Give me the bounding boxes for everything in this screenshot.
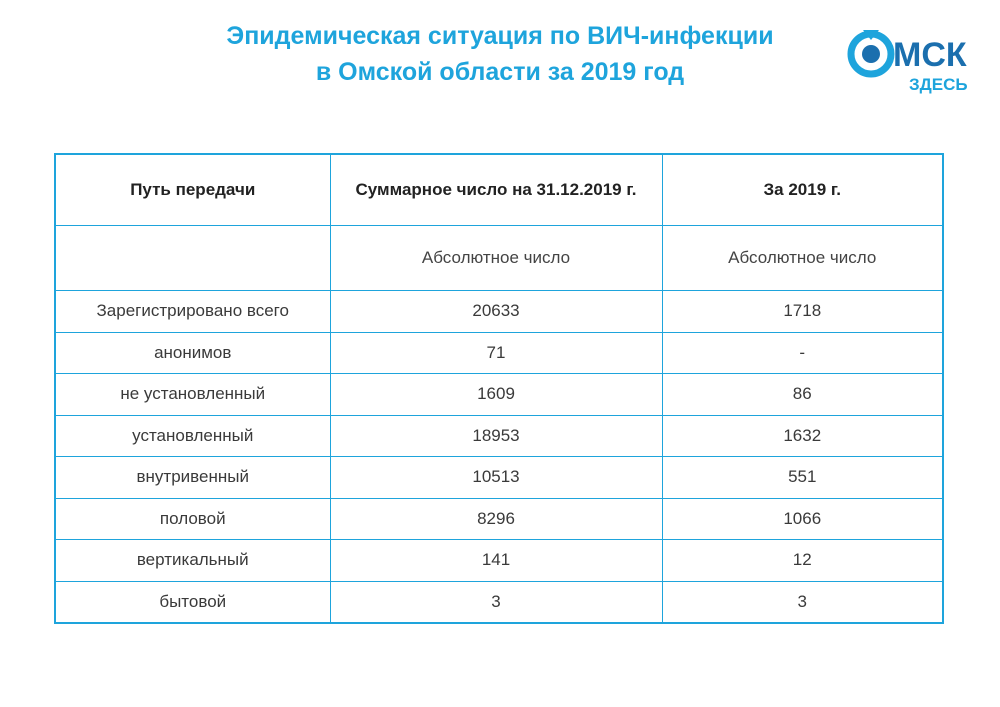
row-total-value: 10513 (330, 457, 662, 499)
subheader-absolute-year: Абсолютное число (662, 226, 943, 291)
row-label: вертикальный (55, 540, 330, 582)
row-label: не установленный (55, 374, 330, 416)
row-label: анонимов (55, 332, 330, 374)
row-label: Зарегистрировано всего (55, 291, 330, 333)
header-year-count: За 2019 г. (662, 154, 943, 226)
logo-main-text: МСК (893, 36, 967, 74)
row-year-value: - (662, 332, 943, 374)
table-row (55, 581, 943, 623)
row-label: половой (55, 498, 330, 540)
row-total-value: 3 (330, 581, 662, 623)
row-label: бытовой (55, 581, 330, 623)
row-year-value: 551 (662, 457, 943, 499)
subheader-absolute-total: Абсолютное число (330, 226, 662, 291)
row-total-value: 71 (330, 332, 662, 374)
omsk-o-arrow-icon (851, 30, 891, 74)
table-row (55, 415, 943, 457)
omsk-logo (845, 28, 985, 98)
row-year-value: 12 (662, 540, 943, 582)
row-year-value: 86 (662, 374, 943, 416)
table-row (55, 374, 943, 416)
header-total-count: Суммарное число на 31.12.2019 г. (330, 154, 662, 226)
header-transmission-route: Путь передачи (55, 154, 330, 226)
row-total-value: 20633 (330, 291, 662, 333)
row-year-value: 1718 (662, 291, 943, 333)
row-label: внутривенный (55, 457, 330, 499)
row-total-value: 8296 (330, 498, 662, 540)
row-year-value: 1066 (662, 498, 943, 540)
table-row (55, 332, 943, 374)
row-total-value: 141 (330, 540, 662, 582)
page-title (150, 18, 850, 90)
page-title-line1: Эпидемическая ситуация по ВИЧ-инфекции (226, 22, 774, 50)
row-year-value: 1632 (662, 415, 943, 457)
row-total-value: 18953 (330, 415, 662, 457)
row-year-value: 3 (662, 581, 943, 623)
table-row (55, 291, 943, 333)
subheader-empty (55, 226, 330, 291)
page-title-line2: в Омской области за 2019 год (315, 58, 685, 86)
table-row (55, 498, 943, 540)
table-row (55, 540, 943, 582)
row-label: установленный (55, 415, 330, 457)
table-subheader-row (55, 226, 943, 291)
logo-sub-text: ЗДЕСЬ (909, 75, 968, 94)
row-total-value: 1609 (330, 374, 662, 416)
table-row (55, 457, 943, 499)
table-header-row (55, 154, 943, 226)
hiv-data-table (54, 153, 944, 624)
